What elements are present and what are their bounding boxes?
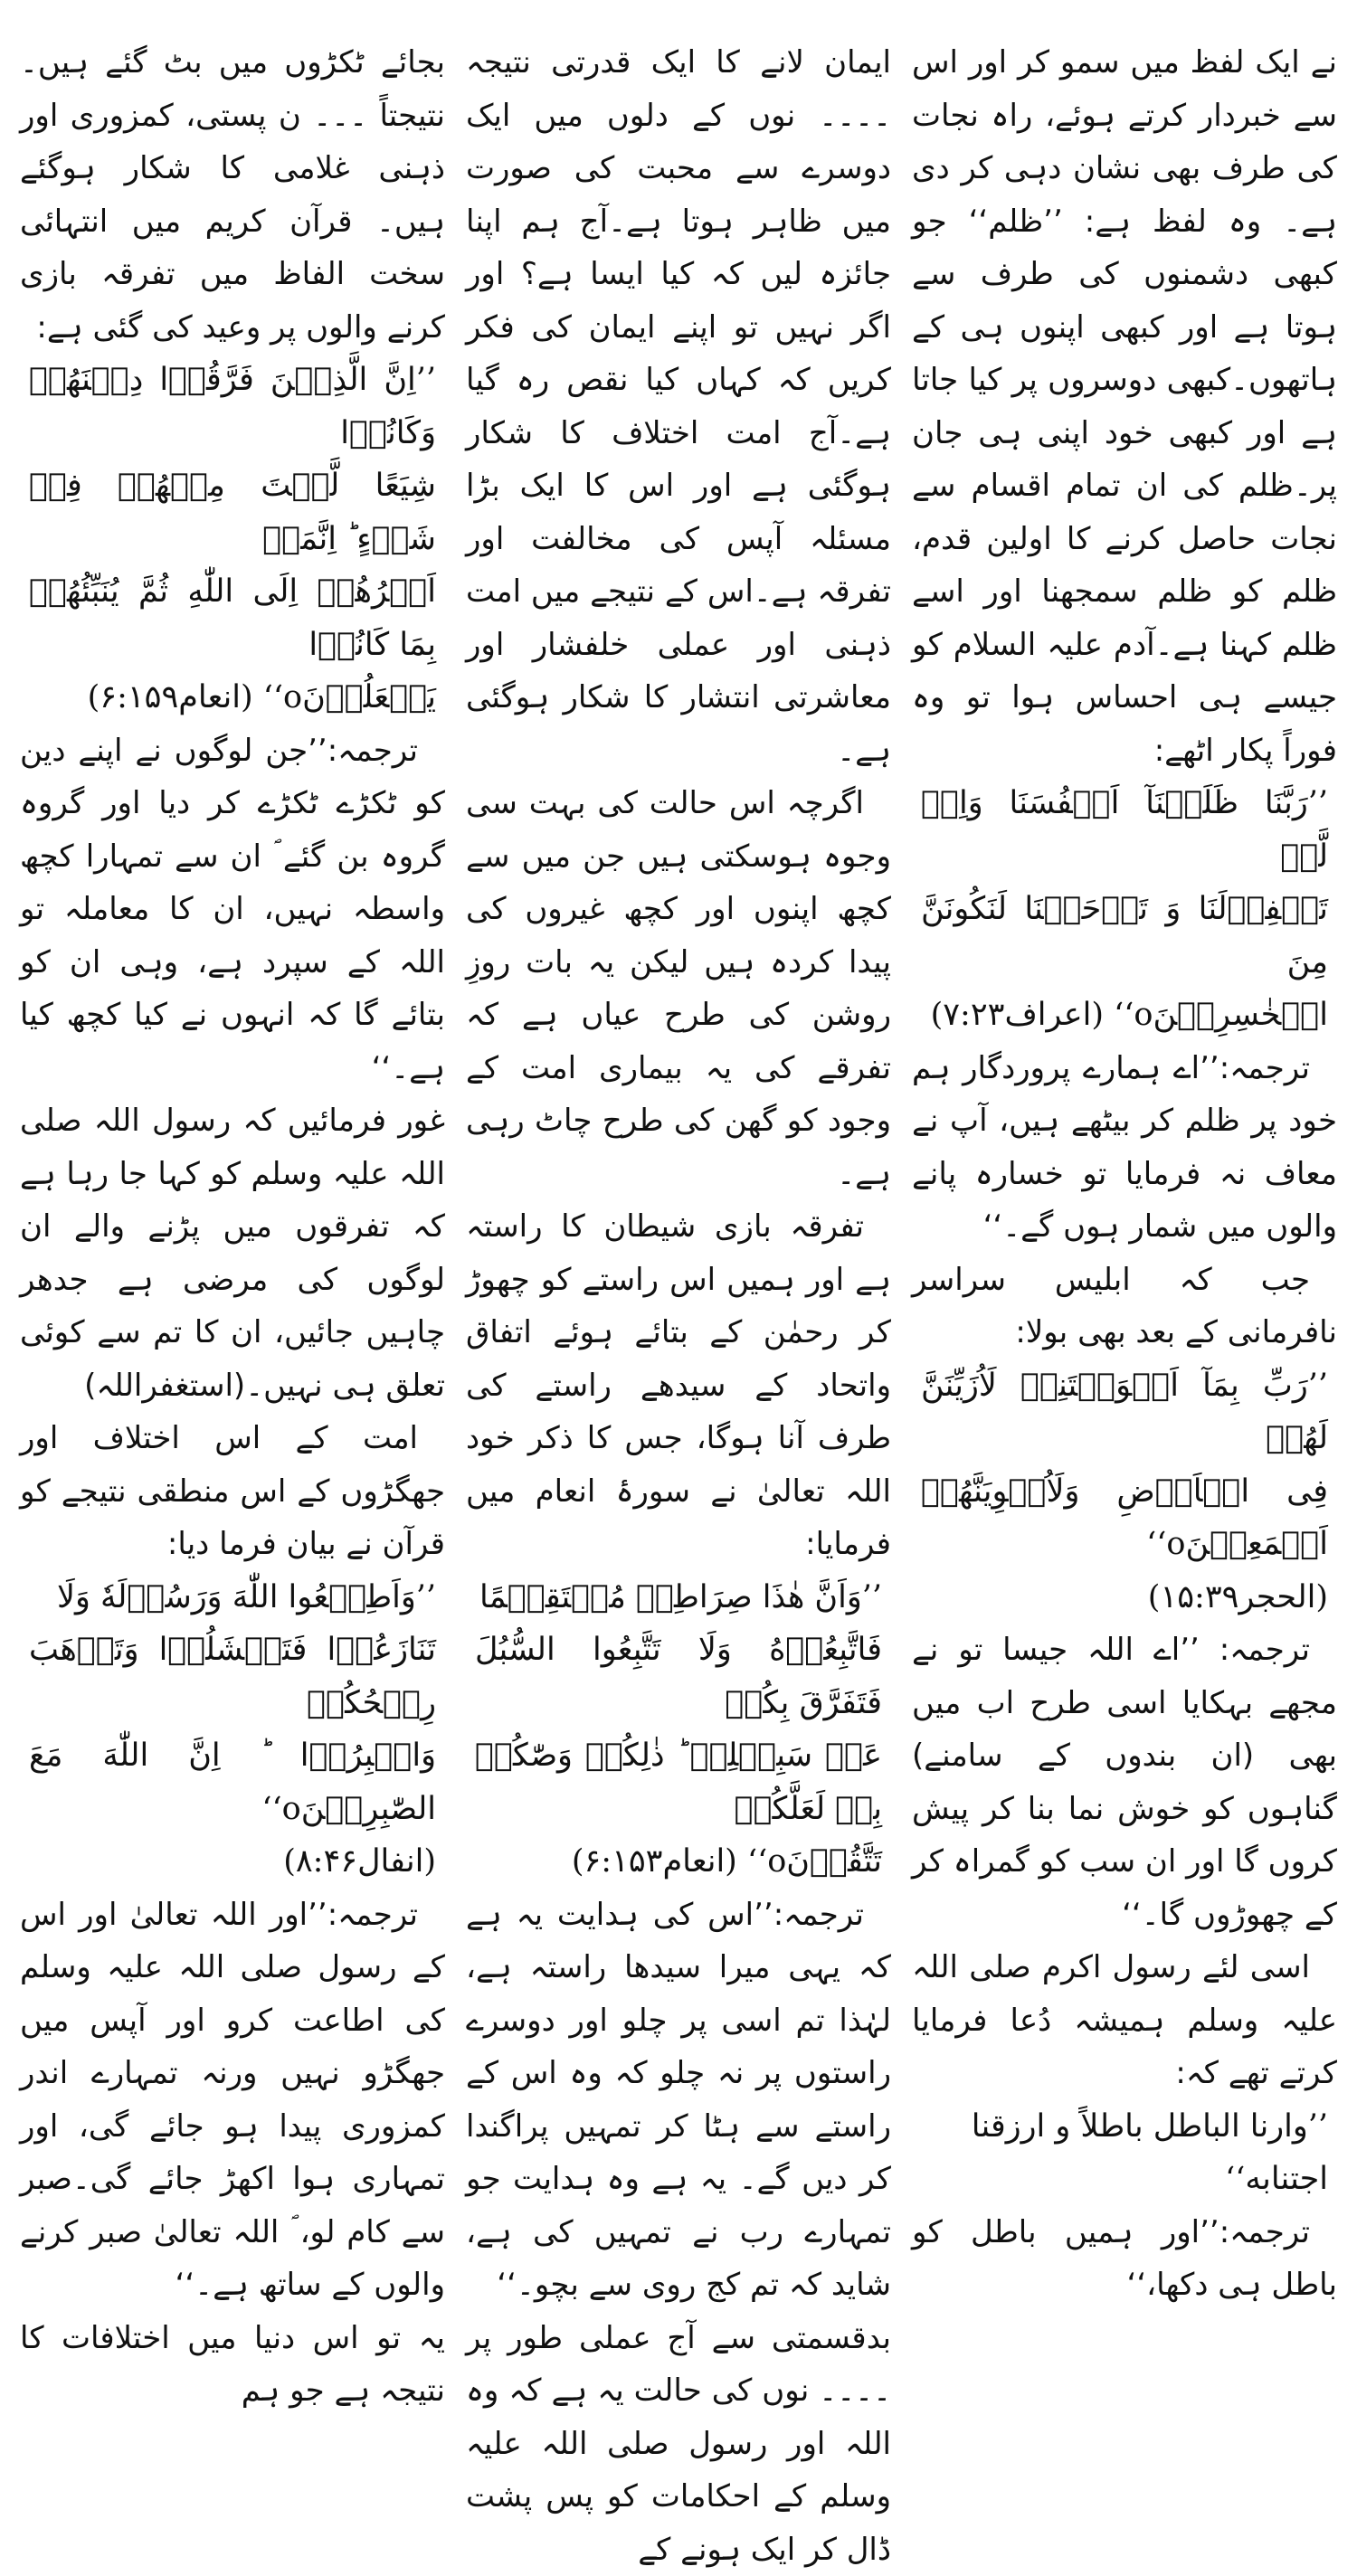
verse-line: اَمۡرُهُمۡ اِلَى اللّٰهِ ثُمَّ يُنَبِّئُهُمۡ بِمَا كَانُوۡا <box>29 565 436 671</box>
quran-verse <box>912 1359 1337 1624</box>
quran-verse <box>912 2100 1337 2206</box>
verse-line: ’’وَاَطِيۡعُوا اللّٰهَ وَرَسُوۡلَهٗ وَلَا <box>29 1571 436 1624</box>
verse-line: ’’رَبَّنَا ظَلَمۡنَآ اَنۡفُسَنَا وَاِنۡ لَّمۡ <box>921 777 1328 883</box>
column-left <box>20 36 445 1972</box>
body-paragraph: بجائے ٹکڑوں میں بٹ گئے ہیں۔نتیجتاً ۔۔۔ ن پستی، کمزوری اور ذہنی غلامی کا شکار ہوگئے ہیں۔ قرآن کریم میں انتہائی سخت الفاظ میں تفرقہ بازی کرنے والوں پر وعید کی گئی ہے: <box>20 36 445 354</box>
verse-line: تَنَازَعُوۡا فَتَفۡشَلُوۡا وَتَذۡهَبَ رِيۡحُكُمۡ <box>29 1624 436 1729</box>
body-paragraph: اگرچہ اس حالت کی بہت سی وجوہ ہوسکتی ہیں جن میں سے کچھ اپنوں اور کچھ غیروں کی پیدا کردہ ہیں لیکن یہ بات روزِ روشن کی طرح عیاں ہے کہ تفرقے کی یہ بیماری امت کے وجود کو گھن کی طرح چاٹ رہی ہے۔ <box>466 777 891 1200</box>
verse-line: يَفۡعَلُوۡنَo‘‘ (انعام۶:۱۵۹) <box>29 671 436 724</box>
body-paragraph: غور فرمائیں کہ رسول اللہ صلی اللہ علیہ وسلم کو کہا جا رہا ہے کہ تفرقوں میں پڑنے والے ان لوگوں کی مرضی ہے جدھر چاہیں جائیں، ان کا تم سے کوئی تعلق ہی نہیں۔(استغفراللہ) <box>20 1094 445 1412</box>
body-paragraph: ایمان لانے کا ایک قدرتی نتیجہ ۔۔۔۔ نوں کے دلوں میں ایک دوسرے سے محبت کی صورت میں ظاہر ہوتا ہے۔آج ہم اپنا جائزہ لیں کہ کیا ایسا ہے؟ اور اگر نہیں تو اپنے ایمان کی فکر کریں کہ کہاں کیا نقص رہ گیا ہے۔آج امت اختلاف کا شکار ہوگئی ہے اور اس کا ایک بڑا مسئلہ آپس کی مخالفت اور تفرقہ ہے۔اس کے نتیجے میں امت ذہنی اور عملی خلفشار اور معاشرتی انتشار کا شکار ہوگئی ہے۔ <box>466 36 891 777</box>
verse-line: تَغۡفِرۡلَنَا وَ تَرۡحَمۡنَا لَنَكُونَنَّ مِنَ <box>921 883 1328 989</box>
column-middle <box>466 36 891 1972</box>
verse-line: ’’وارنا الباطل باطلاً و ارزقنا <box>921 2100 1328 2154</box>
verse-line: تَتَّقُوۡنَo‘‘ (انعام۶:۱۵۳) <box>475 1835 882 1889</box>
body-paragraph: جب کہ ابلیس سراسر نافرمانی کے بعد بھی بولا: <box>912 1254 1337 1359</box>
verse-line: اجتنابه‘‘ <box>921 2153 1328 2206</box>
quran-verse <box>20 354 445 724</box>
verse-line: شِيَعًا لَّسۡتَ مِنۡهُمۡ فِىۡ شَىۡءٍ ؕ اِنَّمَاۤ <box>29 459 436 565</box>
translation-paragraph: ترجمہ: ’’اے اللہ جیسا تو نے مجھے بہکایا اسی طرح اب میں بھی (ان بندوں کے سامنے) گناہوں کو خوش نما بنا کر پیش کروں گا اور ان سب کو گمراہ کر کے چھوڑوں گا۔‘‘ <box>912 1624 1337 1941</box>
translation-paragraph: ترجمہ:’’اور ہمیں باطل کو باطل ہی دکھا،‘‘ <box>912 2206 1337 2312</box>
quran-verse <box>912 777 1337 1042</box>
verse-line: وَاصۡبِرُوۡا ؕ اِنَّ اللّٰهَ مَعَ الصّٰبِرِيۡنَo‘‘ <box>29 1729 436 1835</box>
verse-line: الۡخٰسِرِيۡنَo‘‘ (اعراف۷:۲۳) <box>921 989 1328 1042</box>
translation-paragraph: ترجمہ:’’اور اللہ تعالیٰ اور اس کے رسول صلی اللہ علیہ وسلم کی اطاعت کرو اور آپس میں جھگڑو نہیں ورنہ تمہارے اندر کمزوری پیدا ہو جائے گی، اور تمہاری ہوا اکھڑ جائے گی۔صبر سے کام لو، ؐ اللہ تعالیٰ صبر کرنے والوں کے ساتھ ہے۔‘‘ <box>20 1889 445 2312</box>
verse-line: (انفال۸:۴۶) <box>29 1835 436 1889</box>
quran-verse <box>466 1571 891 1889</box>
body-paragraph: امت کے اس اختلاف اور جھگڑوں کے اس منطقی نتیجے کو قرآن نے بیان فرما دیا: <box>20 1412 445 1571</box>
translation-paragraph: ترجمہ:’’اے ہمارے پروردگار ہم خود پر ظلم کر بیٹھے ہیں، آپ نے معاف نہ فرمایا تو خسارہ پانے والوں میں شمار ہوں گے۔‘‘ <box>912 1042 1337 1254</box>
verse-line: فِى الۡاَرۡضِ وَلَاُغۡوِيَنَّهُمۡ اَجۡمَعِيۡنَo‘‘ <box>921 1465 1328 1571</box>
body-paragraph: بدقسمتی سے آج عملی طور پر ۔۔۔۔ نوں کی حالت یہ ہے کہ وہ اللہ اور رسول صلی اللہ علیہ وسلم کے احکامات کو پس پشت ڈال کر ایک ہونے کے <box>466 2312 891 2576</box>
verse-line: ’’رَبِّ بِمَآ اَغۡوَيۡتَنِىۡ لَاُزَيِّنَنَّ لَهُمۡ <box>921 1359 1328 1465</box>
verse-line: عَنۡ سَبِيۡلِهٖ ؕ ذٰلِكُمۡ وَصّٰكُمۡ بِهٖ لَعَلَّكُمۡ <box>475 1729 882 1835</box>
verse-line: ’’اِنَّ الَّذِيۡنَ فَرَّقُوۡا دِيۡنَهُمۡ وَكَانُوۡا <box>29 354 436 459</box>
body-paragraph: یہ تو اس دنیا میں اختلافات کا نتیجہ ہے جو ہم <box>20 2312 445 2418</box>
quran-verse <box>20 1571 445 1889</box>
column-right <box>912 36 1337 1972</box>
translation-paragraph: ترجمہ:’’جن لوگوں نے اپنے دین کو ٹکڑے ٹکڑے کر دیا اور گروہ گروہ بن گئے ؐ ان سے تمہارا کچھ واسطہ نہیں، ان کا معاملہ تو اللہ کے سپرد ہے، وہی ان کو بتائے گا کہ انہوں نے کیا کچھ کیا ہے۔‘‘ <box>20 724 445 1095</box>
verse-line: فَاتَّبِعُوۡهُ وَلَا تَتَّبِعُوا السُّبُلَ فَتَفَرَّقَ بِكُمۡ <box>475 1624 882 1729</box>
body-paragraph: نے ایک لفظ میں سمو کر اور اس سے خبردار کرتے ہوئے، راہ نجات کی طرف بھی نشان دہی کر دی ہے۔ وہ لفظ ہے: ’’ظلم‘‘ جو کبھی دشمنوں کی طرف سے ہوتا ہے اور کبھی اپنوں ہی کے ہاتھوں۔کبھی دوسروں پر کیا جاتا ہے اور کبھی خود اپنی ہی جان پر۔ظلم کی ان تمام اقسام سے نجات حاصل کرنے کا اولین قدم، ظلم کو ظلم سمجھنا اور اسے ظلم کہنا ہے۔آدم علیہ السلام کو جیسے ہی احساس ہوا تو وہ فوراً پکار اٹھے: <box>912 36 1337 777</box>
body-paragraph: تفرقہ بازی شیطان کا راستہ ہے اور ہمیں اس راستے کو چھوڑ کر رحمٰن کے بتائے ہوئے اتفاق واتحاد کے سیدھے راستے کی طرف آنا ہوگا، جس کا ذکر خود اللہ تعالیٰ نے سورۂ انعام میں فرمایا: <box>466 1200 891 1571</box>
translation-paragraph: ترجمہ:’’اس کی ہدایت یہ ہے کہ یہی میرا سیدھا راستہ ہے، لہٰذا تم اسی پر چلو اور دوسرے راستوں پر نہ چلو کہ وہ اس کے راستے سے ہٹا کر تمہیں پراگندا کر دیں گے۔ یہ ہے وہ ہدایت جو تمہارے رب نے تمہیں کی ہے، شاید کہ تم کج روی سے بچو۔‘‘ <box>466 1889 891 2312</box>
verse-line: (الحجر۱۵:۳۹) <box>921 1571 1328 1624</box>
verse-line: ’’وَاَنَّ هٰذَا صِرَاطِىۡ مُسۡتَقِيۡمًا <box>475 1571 882 1624</box>
body-paragraph: اسی لئے رسول اکرم صلی اللہ علیہ وسلم ہمیشہ دُعا فرمایا کرتے تھے کہ: <box>912 1941 1337 2100</box>
